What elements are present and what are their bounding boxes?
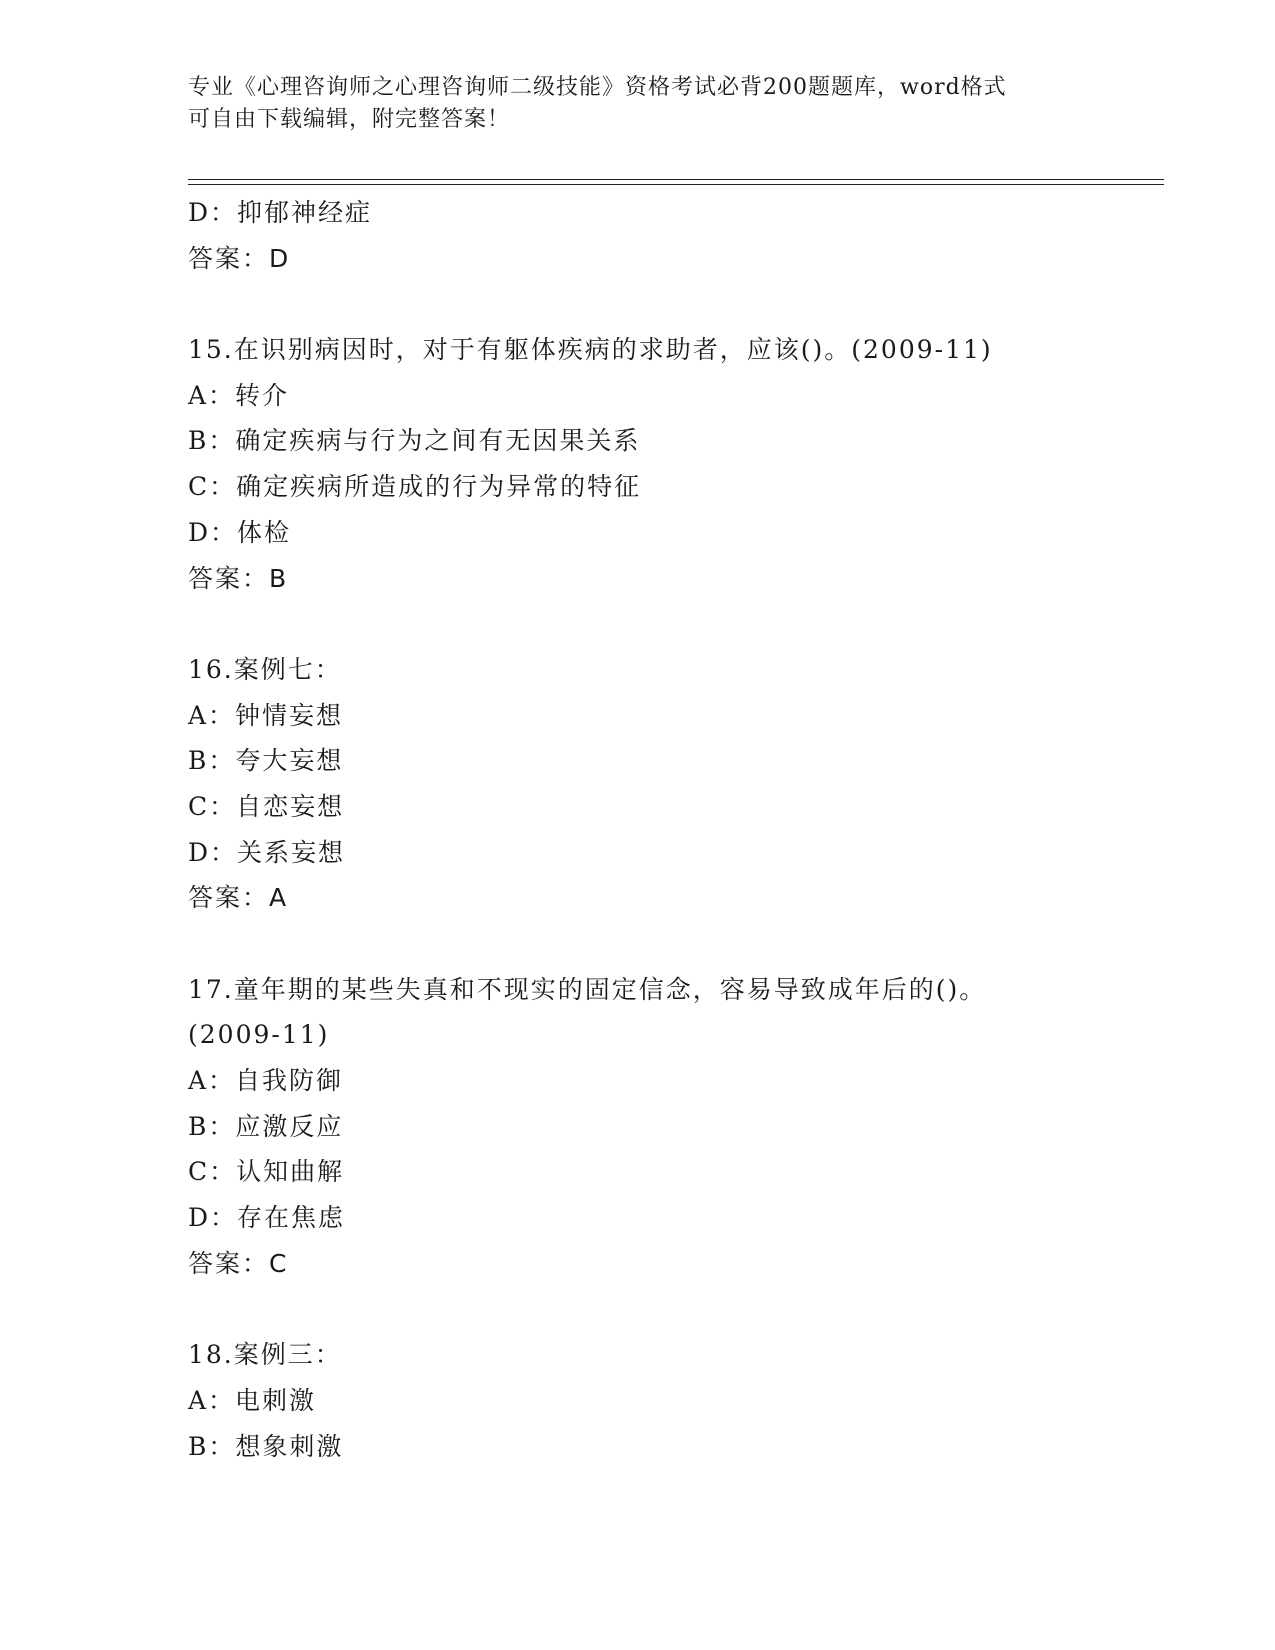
document-header	[188, 72, 1068, 136]
option-line: D：存在焦虑	[188, 1203, 346, 1233]
option-line: A：自我防御	[188, 1066, 344, 1096]
header-rule-top	[188, 179, 1164, 180]
option-line: D：体检	[188, 517, 292, 547]
option-line: A：钟情妄想	[188, 700, 344, 730]
block-spacer	[188, 921, 1148, 967]
answer-line: 答案：C	[188, 1248, 289, 1278]
question-list	[188, 190, 1148, 1469]
block-spacer	[188, 281, 1148, 327]
answer-line: 答案：A	[188, 883, 289, 913]
option-line: B：夸大妄想	[188, 746, 344, 776]
option-line: B：应激反应	[188, 1111, 344, 1141]
option-line: B：确定疾病与行为之间有无因果关系	[188, 426, 641, 456]
block-spacer	[188, 1287, 1148, 1333]
header-line-2: 可自由下载编辑，附完整答案！	[188, 107, 511, 132]
option-line: B：想象刺激	[188, 1431, 344, 1461]
option-line: D：抑郁神经症	[188, 198, 373, 227]
option-line: C：认知曲解	[188, 1157, 345, 1187]
option-line: D：关系妄想	[188, 837, 346, 867]
option-line: C：自恋妄想	[188, 791, 345, 821]
question-text: 18.案例三：	[188, 1340, 342, 1370]
question-text: 17.童年期的某些失真和不现实的固定信念，容易导致成年后的()。	[188, 974, 987, 1004]
option-line: A：电刺激	[188, 1385, 317, 1415]
header-line-1: 专业《心理咨询师之心理咨询师二级技能》资格考试必背200题题库，word格式	[188, 75, 1007, 100]
option-line: C：确定疾病所造成的行为异常的特征	[188, 472, 642, 502]
question-text: 16.案例七：	[188, 654, 342, 684]
answer-line: 答案：B	[188, 563, 289, 593]
question-text: 15.在识别病因时，对于有躯体疾病的求助者，应该()。(2009-11)	[188, 335, 993, 365]
option-line: A：转介	[188, 380, 290, 410]
question-text: (2009-11)	[188, 1020, 330, 1050]
answer-line: 答案：D	[188, 243, 291, 273]
header-rule-bottom	[188, 184, 1164, 185]
block-spacer	[188, 601, 1148, 647]
